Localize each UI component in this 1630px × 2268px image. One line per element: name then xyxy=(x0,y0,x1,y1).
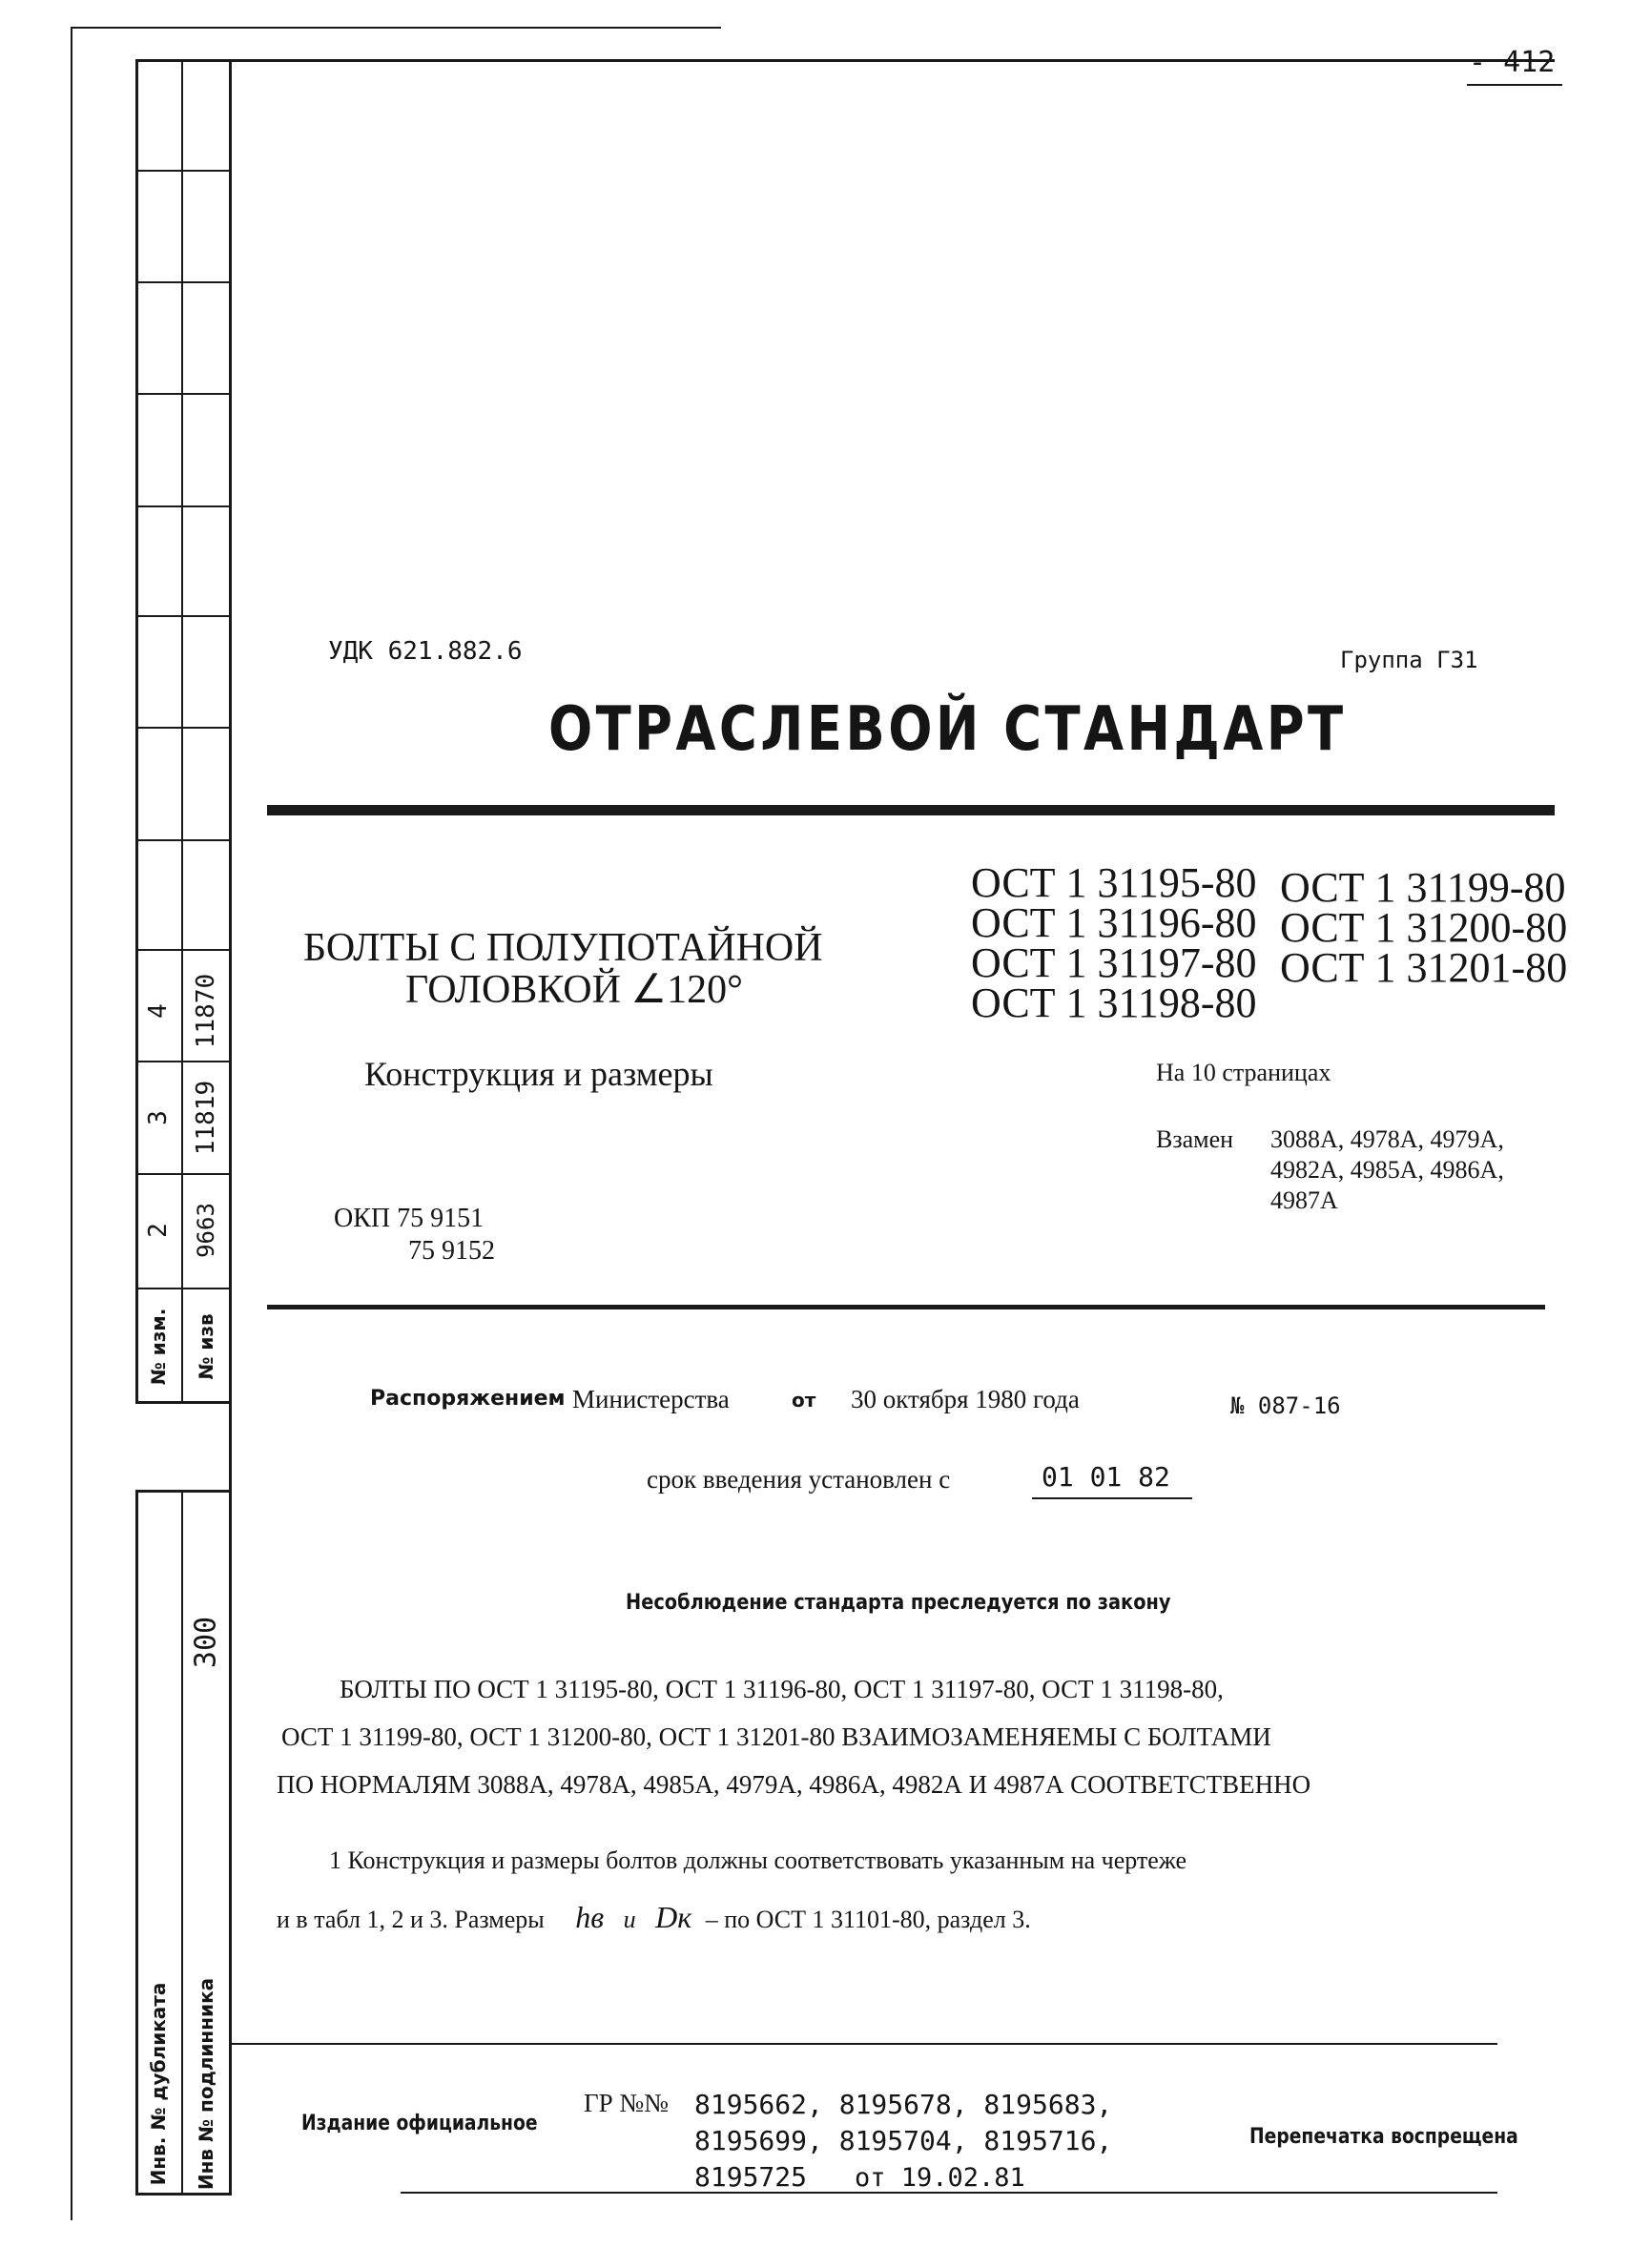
heading-thick-rule xyxy=(267,805,1555,815)
interchange-line-2: ОСТ 1 31199-80, ОСТ 1 31200-80, ОСТ 1 31201-80 ВЗАИМОЗАМЕНЯЕМЫ С БОЛТАМИ xyxy=(281,1722,1271,1751)
standard-number: ОСТ 1 31196-80 xyxy=(971,899,1257,946)
standard-number: ОСТ 1 31199-80 xyxy=(1280,864,1566,911)
order-number: № 087-16 xyxy=(1230,1392,1341,1419)
subject-line-1: БОЛТЫ С ПОЛУПОТАЙНОЙ xyxy=(303,926,823,970)
and-word: и xyxy=(623,1906,636,1933)
frame-top-line xyxy=(135,59,1555,62)
effective-date-underline xyxy=(1032,1497,1192,1499)
footer-top-line xyxy=(229,2043,1497,2045)
gr-label: ГР №№ xyxy=(584,2089,669,2117)
d-symbol: Dк xyxy=(655,1900,692,1934)
order-date: 30 октября 1980 года xyxy=(851,1385,1080,1413)
change-number-4: 4 xyxy=(144,1003,173,1019)
side-table-row-line xyxy=(135,1173,231,1175)
interchange-line-3: ПО НОРМАЛЯМ 3088А, 4978А, 4985А, 4979А, 4986А, 4982А И 4987А СООТВЕТСТВЕННО xyxy=(277,1770,1311,1799)
udk-code: УДК 621.882.6 xyxy=(328,637,523,666)
inventory-original-value: 300 xyxy=(189,1616,223,1669)
side-table-row-line xyxy=(135,839,231,841)
replaces-line-1: 3088А, 4978А, 4979А, xyxy=(1270,1125,1504,1153)
label-change-number: № изм. xyxy=(147,1308,170,1386)
document-heading: ОТРАСЛЕВОЙ СТАНДАРТ xyxy=(548,694,1347,765)
gr-line-2: 8195699, 8195704, 8195716, xyxy=(694,2125,1113,2156)
side-table-row-line xyxy=(135,505,231,507)
standard-list-col2 xyxy=(1280,864,1568,991)
outer-left-border xyxy=(71,27,72,2220)
page-number-underline xyxy=(1467,84,1562,86)
subject-subtitle: Конструкция и размеры xyxy=(364,1055,713,1093)
group-code: Группа Г31 xyxy=(1340,647,1478,673)
order-label: Распоряжением xyxy=(370,1387,566,1411)
side-table-row-line xyxy=(135,1288,231,1289)
okp-line-2: 75 9152 xyxy=(408,1236,495,1266)
side-table-row-line xyxy=(135,281,231,283)
official-edition: Издание официальное xyxy=(301,2112,538,2135)
replaces-line-3: 4987А xyxy=(1270,1186,1338,1214)
top-margin-line xyxy=(71,27,721,29)
notice-number-11819: 11819 xyxy=(192,1080,220,1156)
reprint-prohibited: Перепечатка воспрещена xyxy=(1249,2125,1518,2149)
gr-line-1: 8195662, 8195678, 8195683, xyxy=(694,2089,1113,2120)
standard-number: ОСТ 1 31195-80 xyxy=(971,859,1257,906)
side-table-row-line xyxy=(135,727,231,729)
standard-number: ОСТ 1 31201-80 xyxy=(1280,944,1568,991)
side-table-row-line xyxy=(135,1061,231,1062)
change-number-2: 2 xyxy=(144,1223,173,1238)
effective-date: 01 01 82 xyxy=(1042,1461,1170,1493)
gr-line-3-number: 8195725 xyxy=(694,2161,808,2193)
side-table-row-line xyxy=(135,393,231,395)
h-symbol: hв xyxy=(575,1900,605,1934)
law-notice: Несоблюдение стандарта преследуется по закону xyxy=(626,1591,1171,1615)
inventory-column-divider xyxy=(181,1490,183,2196)
page-number: - 412 xyxy=(1469,46,1556,79)
side-table-row-line xyxy=(135,615,231,617)
standard-number: ОСТ 1 31197-80 xyxy=(971,939,1257,986)
side-table-row-line xyxy=(135,170,231,172)
notice-number-11870: 11870 xyxy=(192,973,220,1049)
order-from: от xyxy=(792,1389,816,1412)
clause-1-text-start: и в табл 1, 2 и 3. Размеры xyxy=(277,1906,545,1933)
okp-line-1: ОКП 75 9151 xyxy=(334,1204,485,1233)
interchange-line-1: БОЛТЫ ПО ОСТ 1 31195-80, ОСТ 1 31196-80, ОСТ 1 31197-80, ОСТ 1 31198-80, xyxy=(340,1675,1224,1703)
clause-1-line-2 xyxy=(277,1900,1031,1935)
standard-number: ОСТ 1 31198-80 xyxy=(971,979,1257,1026)
page-count: На 10 страницах xyxy=(1156,1059,1331,1086)
replaces-line-2: 4982А, 4985А, 4986А, xyxy=(1270,1156,1504,1184)
gr-line-3-date: от 19.02.81 xyxy=(855,2163,1025,2193)
side-table-column-divider xyxy=(181,59,183,1404)
order-ministry: Министерства xyxy=(572,1385,730,1413)
clause-1-text-end: – по ОСТ 1 31101-80, раздел 3. xyxy=(705,1906,1031,1933)
label-original-inventory: Инв № подлинника xyxy=(195,1977,217,2191)
effective-label: срок введения установлен с xyxy=(647,1465,951,1494)
standard-number: ОСТ 1 31200-80 xyxy=(1280,904,1568,951)
replaces-label: Взамен xyxy=(1156,1125,1234,1153)
change-number-3: 3 xyxy=(144,1110,173,1125)
clause-1-line-1: 1 Конструкция и размеры болтов должны соответствовать указанным на чертеже xyxy=(329,1846,1186,1874)
notice-number-9663: 9663 xyxy=(193,1203,219,1258)
title-block-bottom-rule xyxy=(267,1305,1545,1309)
side-table-row-line xyxy=(135,949,231,951)
standard-list-col1 xyxy=(971,859,1257,1026)
label-duplicate-inventory: Инв. № дубликата xyxy=(147,1982,170,2186)
subject-line-2: ГОЛОВКОЙ ∠120° xyxy=(405,968,743,1012)
label-notice-number: № изв xyxy=(195,1313,217,1380)
